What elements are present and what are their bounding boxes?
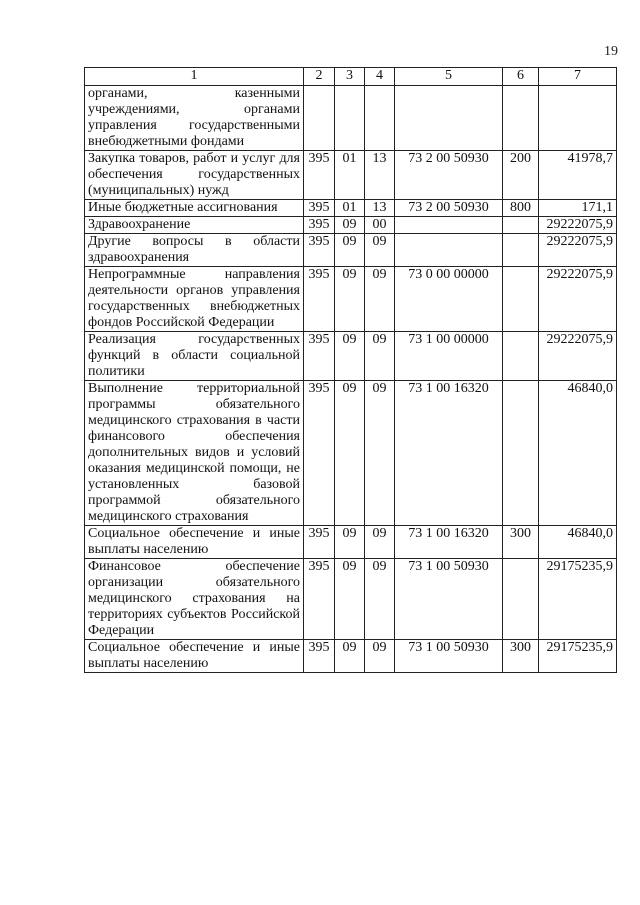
cell-ministry bbox=[304, 86, 335, 151]
cell-expense-type: 300 bbox=[503, 526, 539, 559]
cell-subsection: 13 bbox=[365, 151, 395, 200]
cell-section: 09 bbox=[335, 559, 365, 640]
table-row bbox=[85, 151, 617, 200]
cell-amount: 29222075,9 bbox=[539, 234, 617, 267]
cell-ministry: 395 bbox=[304, 381, 335, 526]
row-name: Реализация государственных функций в области социальной политики bbox=[85, 332, 304, 381]
table-row bbox=[85, 332, 617, 381]
cell-target: 73 0 00 00000 bbox=[395, 267, 503, 332]
cell-subsection: 09 bbox=[365, 640, 395, 673]
cell-amount: 41978,7 bbox=[539, 151, 617, 200]
cell-ministry: 395 bbox=[304, 640, 335, 673]
cell-ministry: 395 bbox=[304, 234, 335, 267]
cell-expense-type bbox=[503, 559, 539, 640]
cell-section: 09 bbox=[335, 526, 365, 559]
table-row bbox=[85, 640, 617, 673]
column-header: 4 bbox=[365, 68, 395, 86]
cell-ministry: 395 bbox=[304, 526, 335, 559]
table-row bbox=[85, 234, 617, 267]
cell-expense-type: 300 bbox=[503, 640, 539, 673]
cell-ministry: 395 bbox=[304, 267, 335, 332]
row-name: Здравоохранение bbox=[85, 217, 304, 234]
cell-amount bbox=[539, 86, 617, 151]
cell-expense-type: 200 bbox=[503, 151, 539, 200]
cell-amount: 46840,0 bbox=[539, 526, 617, 559]
cell-expense-type bbox=[503, 267, 539, 332]
row-name: Иные бюджетные ассигнования bbox=[85, 200, 304, 217]
cell-target: 73 1 00 00000 bbox=[395, 332, 503, 381]
cell-target: 73 1 00 16320 bbox=[395, 526, 503, 559]
row-name: Другие вопросы в области здравоохранения bbox=[85, 234, 304, 267]
cell-target bbox=[395, 86, 503, 151]
cell-subsection: 09 bbox=[365, 234, 395, 267]
row-name: органами, казенными учреждениями, органами управления государственными внебюджетными фондами bbox=[85, 86, 304, 151]
column-header: 5 bbox=[395, 68, 503, 86]
cell-section: 01 bbox=[335, 200, 365, 217]
cell-target bbox=[395, 234, 503, 267]
column-header: 1 bbox=[85, 68, 304, 86]
cell-ministry: 395 bbox=[304, 200, 335, 217]
cell-subsection: 09 bbox=[365, 559, 395, 640]
cell-ministry: 395 bbox=[304, 332, 335, 381]
cell-expense-type bbox=[503, 332, 539, 381]
cell-ministry: 395 bbox=[304, 217, 335, 234]
cell-expense-type bbox=[503, 217, 539, 234]
table-row bbox=[85, 217, 617, 234]
cell-target: 73 1 00 16320 bbox=[395, 381, 503, 526]
cell-section: 01 bbox=[335, 151, 365, 200]
cell-subsection: 09 bbox=[365, 332, 395, 381]
cell-target: 73 1 00 50930 bbox=[395, 559, 503, 640]
cell-amount: 171,1 bbox=[539, 200, 617, 217]
cell-amount: 29222075,9 bbox=[539, 267, 617, 332]
table-row bbox=[85, 86, 617, 151]
cell-subsection bbox=[365, 86, 395, 151]
cell-subsection: 09 bbox=[365, 381, 395, 526]
cell-amount: 46840,0 bbox=[539, 381, 617, 526]
table-row bbox=[85, 267, 617, 332]
cell-section bbox=[335, 86, 365, 151]
cell-ministry: 395 bbox=[304, 559, 335, 640]
cell-target: 73 1 00 50930 bbox=[395, 640, 503, 673]
cell-subsection: 09 bbox=[365, 526, 395, 559]
cell-section: 09 bbox=[335, 381, 365, 526]
table-row bbox=[85, 200, 617, 217]
cell-section: 09 bbox=[335, 640, 365, 673]
table-row bbox=[85, 526, 617, 559]
cell-subsection: 09 bbox=[365, 267, 395, 332]
cell-subsection: 13 bbox=[365, 200, 395, 217]
cell-section: 09 bbox=[335, 234, 365, 267]
cell-amount: 29222075,9 bbox=[539, 332, 617, 381]
cell-amount: 29175235,9 bbox=[539, 640, 617, 673]
column-header: 3 bbox=[335, 68, 365, 86]
cell-target: 73 2 00 50930 bbox=[395, 151, 503, 200]
cell-subsection: 00 bbox=[365, 217, 395, 234]
column-header: 6 bbox=[503, 68, 539, 86]
cell-section: 09 bbox=[335, 267, 365, 332]
cell-amount: 29222075,9 bbox=[539, 217, 617, 234]
cell-target: 73 2 00 50930 bbox=[395, 200, 503, 217]
page-number: 19 bbox=[604, 44, 618, 59]
row-name: Закупка товаров, работ и услуг для обеспечения государственных (муниципальных) нужд bbox=[85, 151, 304, 200]
row-name: Финансовое обеспечение организации обязательного медицинского страхования на территориях субъектов Российской Федерации bbox=[85, 559, 304, 640]
row-name: Непрограммные направления деятельности органов управления государственных внебюджетных фондов Российской Федерации bbox=[85, 267, 304, 332]
cell-expense-type bbox=[503, 381, 539, 526]
cell-expense-type bbox=[503, 86, 539, 151]
cell-ministry: 395 bbox=[304, 151, 335, 200]
cell-expense-type: 800 bbox=[503, 200, 539, 217]
cell-amount: 29175235,9 bbox=[539, 559, 617, 640]
table-header-row bbox=[85, 68, 617, 86]
column-header: 7 bbox=[539, 68, 617, 86]
cell-section: 09 bbox=[335, 217, 365, 234]
row-name: Социальное обеспечение и иные выплаты населению bbox=[85, 526, 304, 559]
table-row bbox=[85, 559, 617, 640]
row-name: Социальное обеспечение и иные выплаты населению bbox=[85, 640, 304, 673]
cell-expense-type bbox=[503, 234, 539, 267]
column-header: 2 bbox=[304, 68, 335, 86]
table-row bbox=[85, 381, 617, 526]
budget-table bbox=[84, 67, 617, 673]
cell-target bbox=[395, 217, 503, 234]
row-name: Выполнение территориальной программы обязательного медицинского страхования в части финансового обеспечения дополнительных видов и условий оказания медицинской помощи, не установленных базовой программой обязательного медицинского страхования bbox=[85, 381, 304, 526]
cell-section: 09 bbox=[335, 332, 365, 381]
